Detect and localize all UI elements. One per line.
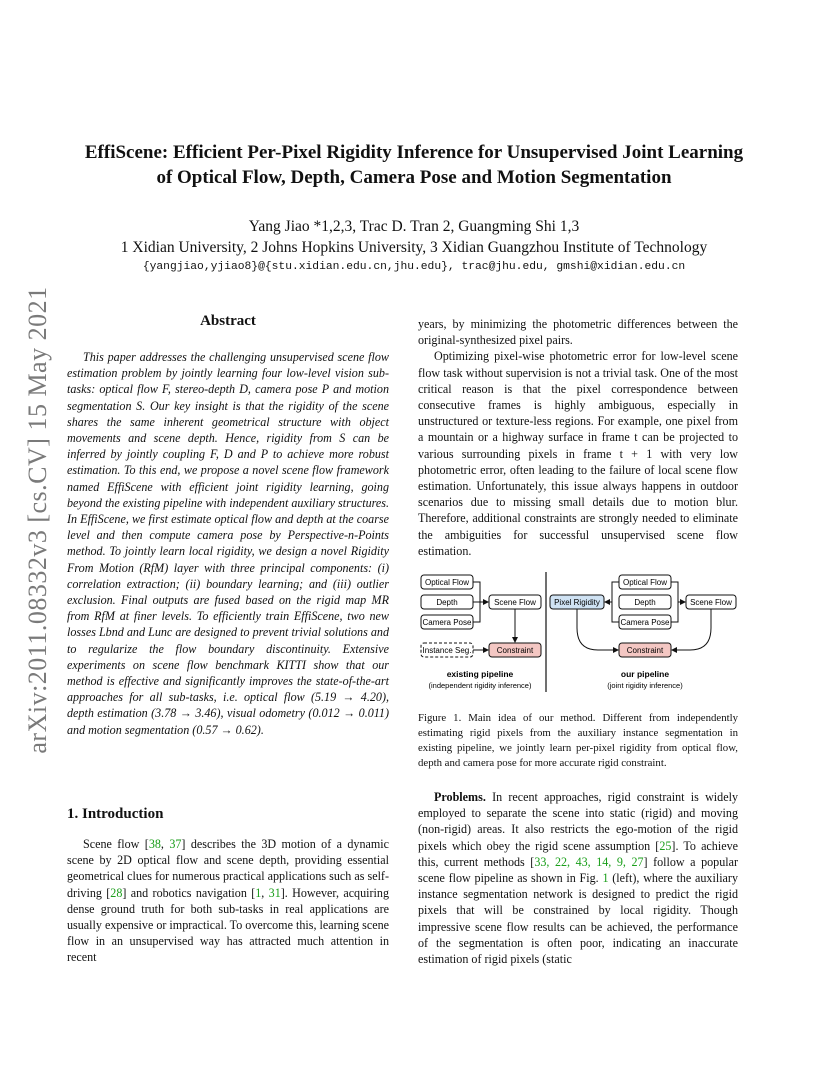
existing-pipeline <box>421 575 541 690</box>
our-pipeline-sublabel: (joint rigidity inference) <box>607 681 683 690</box>
introduction-heading: 1. Introduction <box>67 806 164 822</box>
citation-link[interactable]: 33, 22, 43, 14, 9, 27 <box>534 854 644 869</box>
pipeline-diagram <box>418 570 738 700</box>
our-pipeline-label: our pipeline <box>620 669 670 679</box>
citation-link[interactable]: 1 <box>602 871 609 886</box>
label-constraint-left: Constraint <box>496 646 534 655</box>
ambiguity-paragraph: Optimizing pixel-wise photometric error for low-level scene flow task without supervision is not a trivial task. One of the most critical reason is that the pixel correspondence between consecutive frames is highly ambiguous, especially in unstructured or texture-less regions. For example, one pixel from a mountain or a highway surface in frame t can be projected to various surrounding pixels in frame t + 1 with very low photometric error, often leading to the failure of local scene flow estimation. Unfortunately, this issue always happens in outdoor scenarios due to missing small details due to motion blur. Therefore, additional constraints are strongly needed to eliminate the ambiguities for successful unsupervised scene flow estimation. <box>418 349 738 558</box>
citation-link[interactable]: 38 <box>148 837 161 851</box>
problems-text-d: (left), where the auxiliary instance segmentation network is designed to predict the rigid pixels that will be constrained by local rigidity. Though impressive scene flow results can be achieved, the performance of the segmentation is often poor, indicating an inaccurate estimation of rigid pixels (static <box>418 871 738 967</box>
arxiv-identifier: arXiv:2011.08332v3 [cs.CV] 15 May 2021 <box>23 286 52 754</box>
introduction-body <box>67 836 389 966</box>
label-camera-pose-right: Camera Pose <box>620 618 670 627</box>
abstract-text: This paper addresses the challenging unsupervised scene flow estimation problem by jointly learning four low-level vision sub-tasks: optical flow F, stereo-depth D, camera pose P and motion segmentation S. Our key insight is that the rigidity of the scene shares the same inherent geometrical structure with object movements and scene depth. Hence, rigidity from S can be inferred by jointly coupling F, D and P to achieve more robust estimation. To this end, we propose a novel scene flow framework named EffiScene with efficient joint rigidity learning, going beyond the existing pipeline with independent auxiliary structures. In EffiScene, we first estimate optical flow and depth at the coarse level and then compute camera pose by Perspective-n-Points method. To jointly learn local rigidity, we design a novel Rigidity From Motion (RfM) layer with three principal components: (i) correlation extraction; (ii) boundary learning; and (iii) outlier exclusion. Final outputs are fused based on the rigid map MR from RfM at finer levels. To efficiently train EffiScene, two new losses Lbnd and Lunc are designed to prevent trivial solutions and to regularize the flow boundary discontinuity. Extensive experiments on scene flow benchmark KITTI show that our method is effective and significantly improves the state-of-the-art approaches for all sub-tasks, i.e. optical flow (5.19 → 4.20), depth estimation (3.78 → 3.46), visual odometry (0.012 → 0.011) and motion segmentation (0.57 → 0.62). <box>67 350 389 737</box>
problems-heading: Problems. <box>434 790 486 804</box>
intro-text-c: ] describes the 3D motion of a dynamic scene by 2D optical flow and scene depth, providing essential geometrical clues for numerous practical applications such as self-driving [ <box>67 837 389 900</box>
existing-pipeline-label: existing pipeline <box>446 669 514 679</box>
problems-paragraph <box>418 789 738 967</box>
problems-text-b: ]. To achieve this, current methods [ <box>418 838 738 869</box>
label-instance-seg-left: Instance Seg. <box>422 646 472 655</box>
intro-text-e: , <box>261 885 269 900</box>
continued-paragraph: years, by minimizing the photometric differences between the original-synthesized pixel pairs. <box>418 317 738 348</box>
intro-text-a: Scene flow [ <box>83 837 149 851</box>
citation-link[interactable]: 31 <box>268 885 281 900</box>
figure-caption <box>418 711 738 771</box>
label-pixel-rigidity: Pixel Rigidity <box>554 598 600 607</box>
right-column-top <box>418 316 738 559</box>
problems-section <box>418 789 738 967</box>
arxiv-sidebar <box>18 280 58 760</box>
citation-link[interactable]: 28 <box>110 885 123 900</box>
problems-text-c: ] follow a popular scene flow pipeline as shown in Fig. <box>418 854 739 886</box>
label-depth-left: Depth <box>436 598 458 607</box>
abstract-heading: Abstract <box>200 313 256 329</box>
label-constraint-right: Constraint <box>626 646 664 655</box>
citation-link[interactable]: 25 <box>659 838 672 853</box>
label-optical-flow-left: Optical Flow <box>424 578 470 587</box>
paper-title <box>40 140 788 190</box>
author-emails: {yangjiao,yjiao8}@{stu.xidian.edu.cn,jhu.edu}, trac@jhu.edu, gmshi@xidian.edu.cn <box>142 261 686 273</box>
label-scene-flow-right: Scene Flow <box>690 598 732 607</box>
abstract-body <box>67 349 389 738</box>
caption-text: Figure 1. Main idea of our method. Different from independently estimating rigid pixels from the auxiliary instance segmentation in existing pipeline, we jointly learn per-pixel rigidity from optical flow, depth and camera pose for more accurate rigid constraint. <box>418 712 738 769</box>
citation-link[interactable]: 1 <box>255 885 262 900</box>
label-scene-flow-left: Scene Flow <box>494 598 536 607</box>
existing-pipeline-sublabel: (independent rigidity inference) <box>428 681 532 690</box>
label-camera-pose-left: Camera Pose <box>422 618 472 627</box>
problems-text-a: In recent approaches, rigid constraint is widely employed to separate the scene into static (rigid) and moving (non-rigid) areas. It also restricts the ego-motion of the rigid pixels which obey the rigid scene assumption [ <box>418 790 738 853</box>
label-depth-right: Depth <box>634 598 656 607</box>
label-optical-flow-right: Optical Flow <box>622 578 668 587</box>
intro-text-f: ]. However, acquiring dense ground truth for both sub-tasks in real applications are usually expensive or impractical. To overcome this, learning scene flow in an unsupervised way has attracted much attention in recent <box>67 885 389 965</box>
figure-1 <box>418 570 738 700</box>
title-line-1: EffiScene: Efficient Per-Pixel Rigidity Inference for Unsupervised Joint Learning <box>84 142 744 163</box>
title-line-2: of Optical Flow, Depth, Camera Pose and Motion Segmentation <box>156 167 672 188</box>
authors: Yang Jiao *1,2,3, Trac D. Tran 2, Guangming Shi 1,3 <box>248 218 580 235</box>
citation-link[interactable]: 37 <box>169 837 182 851</box>
affiliations: 1 Xidian University, 2 Johns Hopkins University, 3 Xidian Guangzhou Institute of Technology <box>120 239 708 256</box>
intro-text-d: ] and robotics navigation [ <box>122 885 256 900</box>
intro-paragraph <box>67 836 389 966</box>
intro-text-b: , <box>160 837 170 851</box>
our-pipeline <box>550 575 736 690</box>
